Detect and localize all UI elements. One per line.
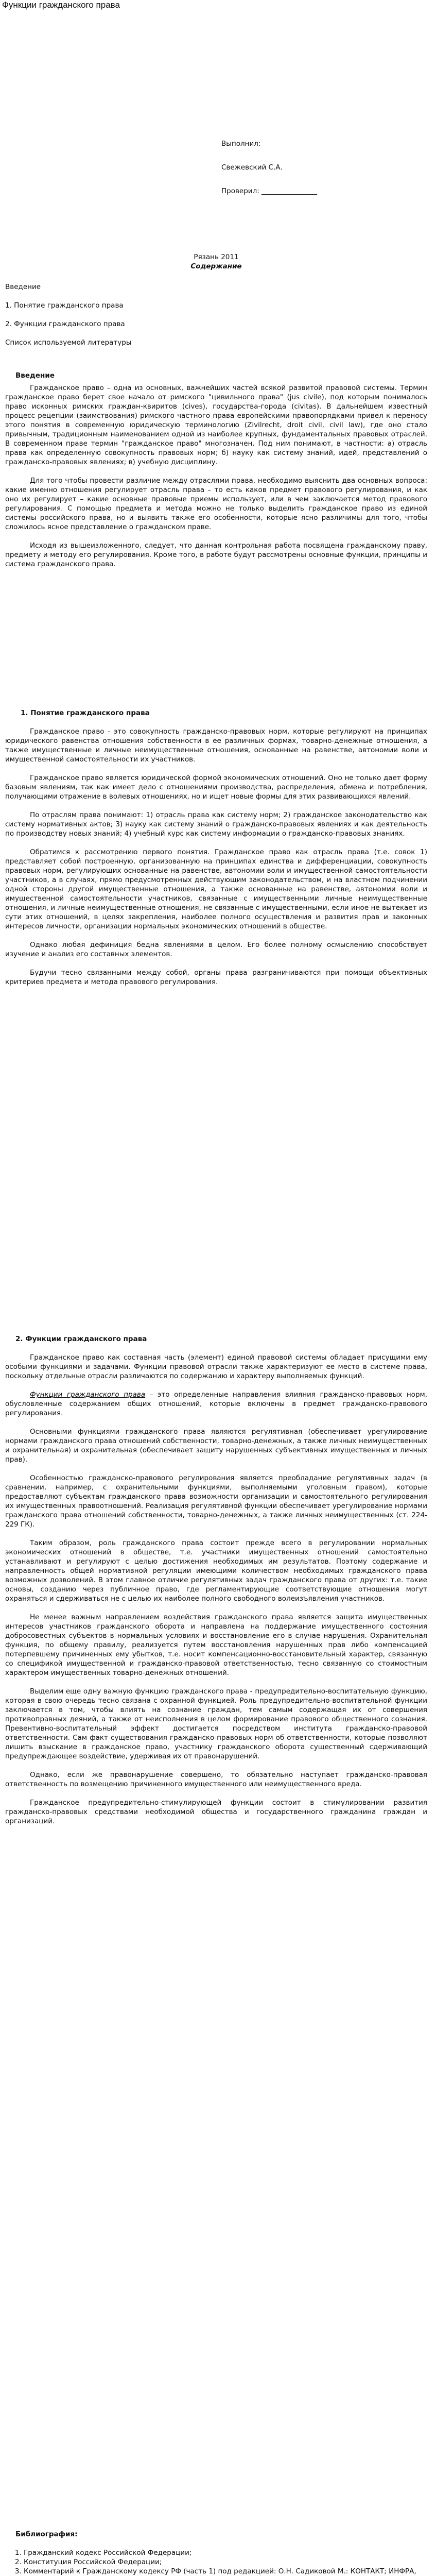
toc-item[interactable]: 1. Понятие гражданского права	[5, 301, 124, 310]
paragraph: Однако любая дефиниция бедна явлениями в целом. Его более полному осмыслению способствует изучение и анализ его составных элементов.	[5, 941, 427, 958]
toc-item[interactable]: Введение	[5, 283, 41, 291]
bibliography-item: 2. Конституция Российской Федерации;	[24, 2557, 427, 2567]
paragraph	[5, 1390, 427, 1418]
table-of-contents	[5, 282, 427, 357]
paragraph: Особенностью гражданско-правового регулирования является преобладание регулятивных задач (в сравнении, например, с охранительными функциями, выполняемыми уголовным правом), которые предоставляют субъектам гражданского права возможности организации и самостоятельного регулирования их имущественных правоотношений. Реализация регулятивной функции обеспечивает урегулирование нормами гражданского права отношений собственности, товарно-денежных, а также личных неимущественных (ст. 224-229 ГК).	[5, 1474, 427, 1529]
paragraph: Гражданское право – одна из основных, важнейших частей всякой развитой правовой системы. Термин гражданское право берет свое начало от римского "цивильного права" (jus civile), под которым понималось право исконных римских граждан-квиритов (cives), государства-города (civitas). В дальнейшем известный процесс рецепции (заимствования) римского частного права европейскими правопорядками привел к переносу этого понятия в современную юридическую терминологию (Zivilrecht, droit civil, civil law), где оно стало привычным, традиционным наименованием одной из наиболее крупных, фундаментальных правовых отраслей. В современном праве термин "гражданское право" многозначен. Под ним понимают, в частности: а) отрасль права как определенную совокупность правовых норм; б) науку как систему знаний, идей, представлений о гражданско-правовых явлениях; в) учебную дисциплину.	[5, 384, 427, 466]
paragraph: Гражданское право как составная часть (элемент) единой правовой системы обладает присущими ему особыми функциями и задачами. Функции правовой отрасли также характеризуют ее место в системе права, поскольку отдельные отрасли различаются по содержанию и характеру выполняемых функций.	[5, 1353, 427, 1380]
toc-item[interactable]: Список используемой литературы	[5, 338, 132, 347]
section-2-heading: 2. Функции гражданского права	[15, 1335, 147, 1343]
bibliography-heading: Библиография:	[15, 2530, 78, 2538]
paragraph: Для того чтобы провести различие между отраслями права, необходимо выяснить два основных вопроса: какие именно отношения регулирует отрасль права – то есть каков предмет правового регулирования, и как оно их регулирует – какие основные правовые приемы использует, или в чем заключается метод правового регулирования. С помощью предмета и метода можно не только выделить гражданское право из единой системы российского права, но и выявить также его особенности, которые ясно различимы для того, чтобы сложилось ясное представление о гражданском праве.	[5, 477, 427, 531]
paragraph: Гражданское право является юридической формой экономических отношений. Оно не только дает форму базовым явлениям, так как имеет дело с отношениями производства, распределения, обмена и потребления, получающими отражение в волевых отношениях, но и ищет новые формы для этих развивающихся явлений.	[5, 774, 427, 801]
paragraph: Выделим еще одну важную функцию гражданского права - предупредительно-воспитательную функцию, которая в свою очередь тесно связана с охранной функцией. Роль предупредительно-воспитательной функции заключается в том, чтобы влиять на сознание граждан, тем самым содержащая их от совершения противоправных деяний, а также от неисполнения в целом формирование правового общественного сознания. Превентивно-воспитательный эффект достигается посредством института гражданско-правовой ответственности. Сам факт существования гражданско-правовых норм об ответственности, которые позволяют лишить взыскание в гражданское право, участнику гражданского оборота существенный сдерживающий предупреждающее воздействие, удерживая их от правонарушений.	[5, 1687, 427, 1760]
cover-footer	[5, 252, 427, 271]
author-name: Свежевский С.А.	[221, 163, 283, 172]
intro-section	[5, 371, 427, 578]
paragraph: Гражданское предупредительно-стимулирующей функции состоит в стимулировании развития гражданско-правовых средствами необходимой общества и государственного гражданина граждан и организаций.	[5, 1799, 427, 1825]
section-2	[5, 1334, 427, 1835]
section-1-heading: 1. Понятие гражданского права	[21, 709, 150, 717]
toc-item[interactable]: 2. Функции гражданского права	[5, 320, 125, 328]
paragraph: Однако, если же правонарушение совершено, то обязательно наступает гражданско-правовая ответственность по возмещению причиненного имущественного или неимущественного вреда.	[5, 1771, 427, 1788]
intro-heading: Введение	[15, 371, 55, 380]
paragraph: Исходя из вышеизложенного, следует, что данная контрольная работа посвящена гражданскому праву, предмету и методу его регулирования. Кроме того, в работе будут рассмотрены основные функции, принципы и система гражданского права.	[5, 541, 427, 568]
paragraph: По отраслям права понимают: 1) отрасль права как систему норм; 2) гражданское законодательство как систему нормативных актов; 3) науку как систему знаний о гражданско-правовых явлениях и как деятельность по производству новых знаний; 4) учебный курс как систему информации о гражданско-правовых знаниях.	[5, 811, 427, 838]
paragraph: Не менее важным направлением воздействия гражданского права является защита имущественных интересов участников гражданского оборота и направлена на поддержание имущественного состояния добросовестных субъектов в нормальных условиях и восстановление его в случае нарушения. Охранительная функция, по общему правилу, реализуется путем восстановления нарушенных прав либо компенсацией потерпевшему причиненных ему убытков, т.е. носит компенсационно-восстановительный характер, связанную со спецификой имущественной и гражданско-правовой ответственностью, тесно связанную со стоимостным характером имущественных товарно-денежных отношений.	[5, 1613, 427, 1677]
author-block	[221, 139, 317, 210]
bibliography-item: 1. Гражданский кодекс Российской Федерации;	[24, 2548, 427, 2557]
paragraph: Таким образом, роль гражданского права состоит прежде всего в регулировании нормальных экономических отношений в обществе, т.е. участники имущественных отношений самостоятельно устанавливают и регулируют с целью достижения необходимых им результатов. Поэтому содержание и направленность общей нормативной регуляции имеющими количеством необходимых гражданского права возможных дозволений. В этом главное отличие регулятивных задач гражданского права от других: т.е. такие основы, созданию через публичное право, где регламентирующие соответствующие отношения могут охраняться и сдерживаться не с целью их наиболее полного свободного волеизъявления участников.	[5, 1539, 427, 1603]
bibliography-section	[5, 2530, 427, 2576]
city-year: Рязань 2011	[194, 253, 239, 261]
bibliography-item: 3. Комментарий к Гражданскому кодексу РФ (часть 1) под редакцией: О.Н. Садиковой М.: КОНТАКТ; ИНФРА,	[24, 2567, 427, 2576]
paragraph: Гражданское право - это совокупность гражданско-правовых норм, которые регулируют на принципах юридического равенства отношения собственности в ее различных формах, товарно-денежные отношения, а также имущественные и личные неимущественные отношения, основанные на равенстве, автономии воли и имущественной самостоятельности их участников.	[5, 727, 427, 764]
document-title: Функции гражданского права	[2, 0, 120, 10]
paragraph: Будучи тесно связанными между собой, органы права разграничиваются при помощи объективных критериев предмета и метода правового регулирования.	[5, 969, 427, 986]
functions-link[interactable]: Функции гражданского права	[30, 1391, 146, 1399]
section-1	[5, 708, 427, 996]
paragraph: Основными функциями гражданского права являются регулятивная (обеспечивает урегулирование нормами гражданского права отношений собственности, товарно-денежных, а также личных неимущественных и охранительная) и охранительная (обеспечивает защиту нарушенных субъективных имущественных и личных прав).	[5, 1428, 427, 1464]
performed-label: Выполнил:	[221, 140, 261, 148]
checked-label: Проверил: ________________	[221, 187, 318, 195]
contents-heading: Содержание	[190, 262, 242, 270]
paragraph-text: – это определенные направления влияния гражданско-правовых норм, обусловленные содержанием общих отношений, которые включены в предмет гражданско-правового регулирования.	[5, 1391, 427, 1417]
paragraph: Обратимся к рассмотрению первого понятия. Гражданское право как отрасль права (т.е. совок 1) представляет собой построенную, организованную на принципах единства и дифференциации, совокупность правовых норм, регулирующих основанные на равенстве, автономии воли и имущественной самостоятельности участников, а в случаях, прямо предусмотренных действующим законодательством, и на властном подчинении одной стороны другой имущественные отношения, а также основанные на равенстве, автономии воли и имущественной самостоятельности участников, связанные с имущественными личные неимущественные отношения, и личные неимущественные отношения, не связанные с имущественными, если иное не вытекает из сути этих отношений, в целях закрепления, наиболее полного осуществления и развития прав и законных интересов личности, организации нормальных экономических отношений в обществе.	[5, 848, 427, 930]
bibliography-list	[5, 2548, 427, 2576]
